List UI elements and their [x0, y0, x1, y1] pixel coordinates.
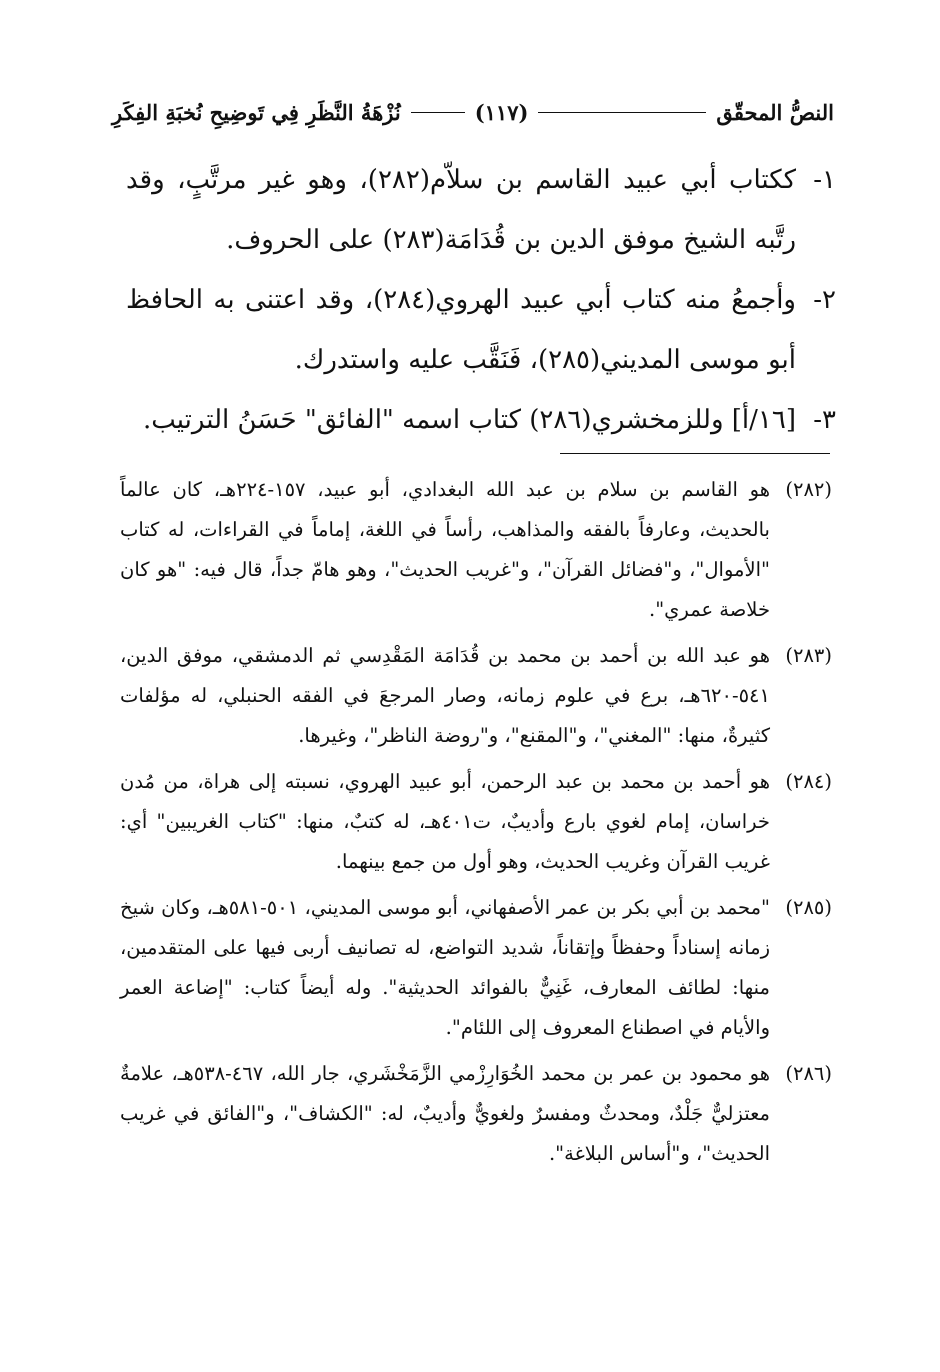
item-text: ككتاب أبي عبيد القاسم بن سلاّم(٢٨٢)، وهو غير مرتَّبٍ، وقد رتَّبه الشيخ موفق الدين بن قُدَامَة(٢٨٣) على الحروف. — [126, 165, 796, 255]
footnote-number: (٢٨٣) — [785, 644, 832, 667]
footnote-number: (٢٨٥) — [785, 896, 832, 919]
header-rule-short — [411, 112, 465, 113]
footnote-text: "محمد بن أبي بكر بن عمر الأصفهاني، أبو موسى المديني، ٥٠١-٥٨١هـ، وكان شيخ زمانه إسناداً وحفظاً وإتقاناً، شديد التواضع، له تصانيف أربى فيها على المتقدمين، منها: لطائف المعارف، غَنِيٌّ بالفوائد الحديثية". وله أيضاً كتاب: "إضاعة العمر والأيام في اصطناع المعروف إلى اللئام". — [120, 896, 770, 1039]
footnote-separator — [560, 453, 830, 454]
running-header — [112, 92, 834, 132]
item-number: ١- — [813, 165, 836, 195]
footnote — [120, 888, 832, 1048]
footnote-number: (٢٨٦) — [785, 1062, 832, 1085]
footnote — [120, 762, 832, 882]
footnote-text: هو القاسم بن سلام بن عبد الله البغدادي، أبو عبيد، ١٥٧-٢٢٤هـ، كان عالماً بالحديث، وعارفاً بالفقه والمذاهب، رأساً في اللغة، إماماً في القراءات، له كتاب "الأموال"، و"فضائل القرآن"، و"غريب الحديث"، وهو هامّ جداً، قال فيه: "هو كان خلاصة عمري". — [120, 478, 770, 621]
list-item — [126, 270, 836, 390]
header-book-title: نُزْهَةُ النَّظَرِ فِي تَوضِيحِ نُخبَةِ الفِكَرِ — [112, 99, 401, 125]
item-text: [١٦/أ] وللزمخشري(٢٨٦) كتاب اسمه "الفائق" حَسَنُ الترتيب. — [143, 405, 796, 435]
footnote — [120, 470, 832, 630]
list-item — [126, 390, 836, 450]
header-section-title: النصُّ المحقّق — [716, 99, 834, 125]
item-number: ٢- — [813, 285, 836, 315]
footnotes — [120, 470, 832, 1180]
page-number: (١١٧) — [474, 99, 529, 125]
footnote-text: هو عبد الله بن أحمد بن محمد بن قُدَامَة المَقْدِسي ثم الدمشقي، موفق الدين، ٥٤١-٦٢٠هـ، برع في علوم زمانه، وصار المرجعَ في الفقه الحنبلي، له مؤلفات كثيرةٌ، منها: "المغني"، و"المقنع"، و"روضة الناظر"، وغيرها. — [120, 644, 770, 747]
list-item — [126, 150, 836, 270]
item-text: وأجمعُ منه كتاب أبي عبيد الهروي(٢٨٤)، وقد اعتنى به الحافظ أبو موسى المديني(٢٨٥)، فَنَقَّب عليه واستدرك. — [126, 285, 796, 375]
item-number: ٣- — [813, 405, 836, 435]
footnote — [120, 1054, 832, 1174]
footnote-number: (٢٨٤) — [785, 770, 832, 793]
footnote-text: هو محمود بن عمر بن محمد الخُوَارِزْمي الزَّمَخْشَري، جار الله، ٤٦٧-٥٣٨هـ، علامةٌ معتزليٌّ جَلْدٌ، ومحدثٌ ومفسرٌ ولغويٌّ وأديبٌ، له: "الكشاف"، و"الفائق في غريب الحديث"، و"أساس البلاغة". — [120, 1062, 770, 1165]
footnote — [120, 636, 832, 756]
main-text — [126, 150, 836, 450]
footnote-number: (٢٨٢) — [785, 478, 832, 501]
header-rule — [538, 112, 706, 113]
footnote-text: هو أحمد بن محمد بن عبد الرحمن، أبو عبيد الهروي، نسبته إلى هراة، من مُدن خراسان، إمام لغوي بارع وأديبٌ، ت٤٠١هـ، له كتبٌ، منها: "كتاب الغريبين" أي: غريب القرآن وغريب الحديث، وهو أول من جمع بينهما. — [120, 770, 770, 873]
